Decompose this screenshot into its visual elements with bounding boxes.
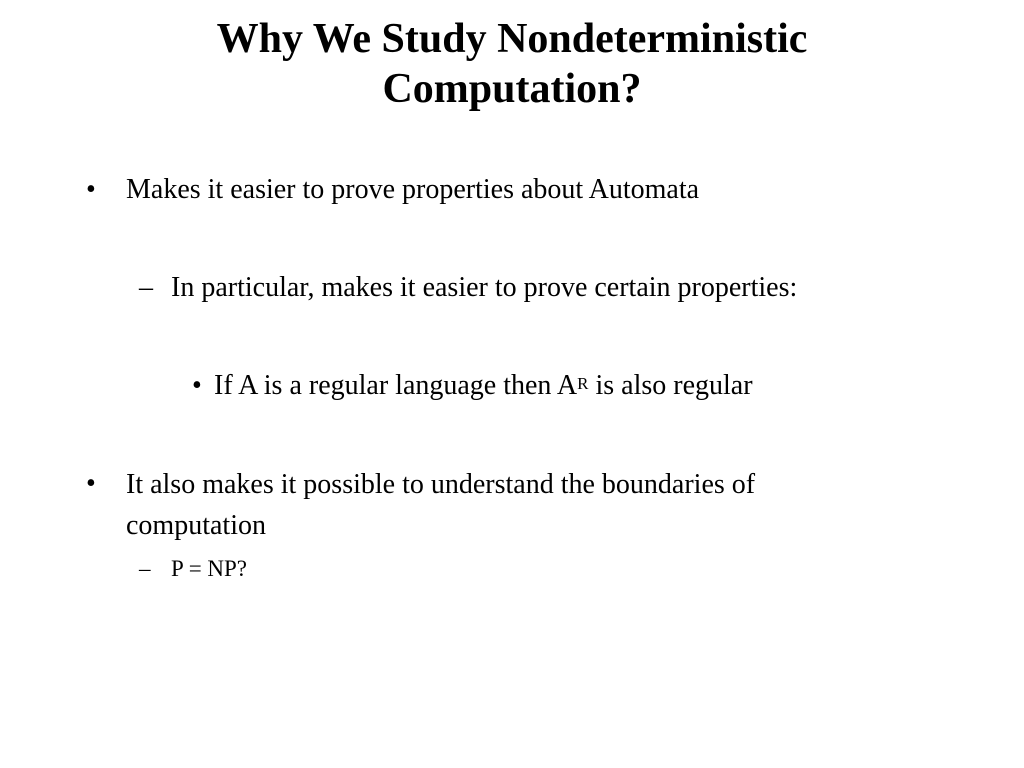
bullet-marker: • [86,174,96,205]
bullet-text-line-2: computation [126,510,266,541]
bullet-text-line-1: It also makes it possible to understand the boundaries of [126,469,756,500]
dash-marker: – [139,272,153,303]
bullet-marker: • [192,370,202,401]
superscript-r: R [577,374,589,393]
slide-title-line-1: Why We Study Nondeterministic [216,16,808,62]
sub-sub-bullet-text [214,366,753,406]
text-before: If A is a regular language then A [214,370,578,401]
slide-title-line-2: Computation? [382,66,642,112]
bullet-marker: • [86,468,96,499]
bullet-text [126,464,755,546]
bullet-text: Makes it easier to prove properties about Automata [126,174,700,205]
sub-bullet-text: In particular, makes it easier to prove certain properties: [171,272,798,303]
text-after: is also regular [588,370,753,401]
dash-marker: – [139,556,151,581]
sub-bullet-text: P = NP? [171,556,248,581]
slide-title [0,14,1024,114]
